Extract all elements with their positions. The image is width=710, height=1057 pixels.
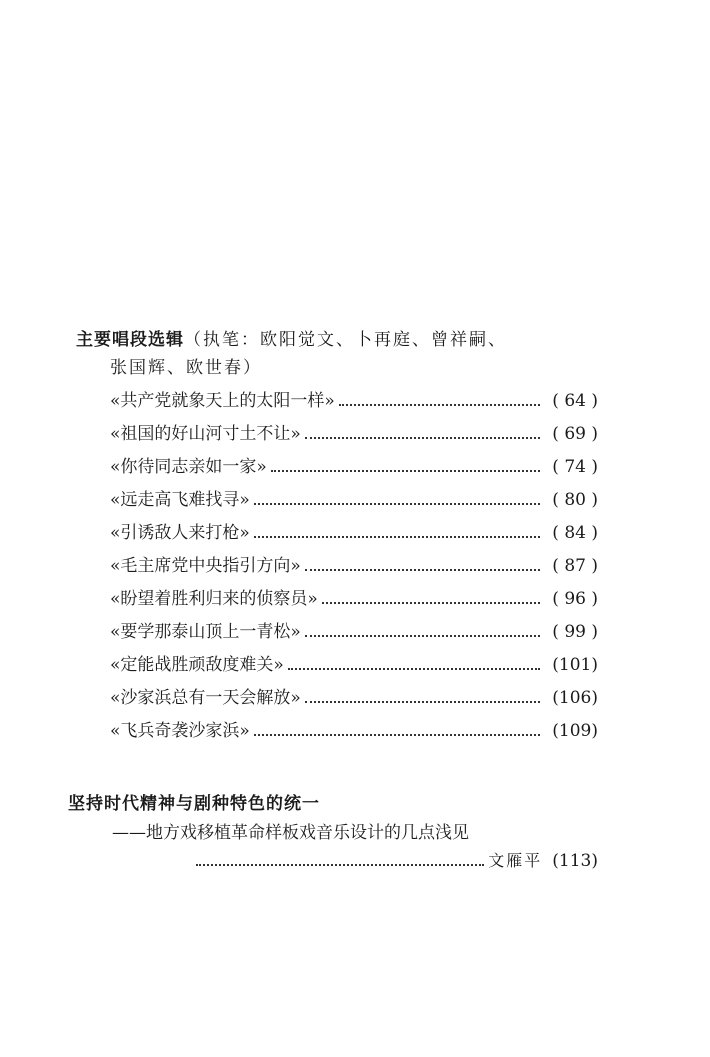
- toc-entry-page: ( 64 ): [552, 391, 598, 411]
- toc-entry-page: (106): [552, 688, 598, 708]
- dot-leader: [305, 569, 540, 571]
- toc-entry-title: «你待同志亲如一家»: [110, 457, 267, 477]
- toc-entry-page: ( 99 ): [552, 622, 598, 642]
- toc-entry[interactable]: [76, 419, 616, 452]
- toc-entry[interactable]: [76, 518, 616, 551]
- dot-leader: [305, 437, 540, 439]
- dot-leader: [305, 635, 540, 637]
- section-credits-continued: 张国辉、欧世春）: [110, 358, 262, 378]
- toc-section-essay: [68, 790, 616, 882]
- toc-entry[interactable]: [76, 716, 616, 749]
- toc-entry-page: ( 96 ): [552, 589, 598, 609]
- toc-entry-page: (109): [552, 721, 598, 741]
- toc-entry-page: ( 80 ): [552, 490, 598, 510]
- toc-entry-title: «引诱敌人来打枪»: [110, 523, 250, 543]
- toc-entry-title: «祖国的好山河寸土不让»: [110, 424, 301, 444]
- dot-leader: [254, 503, 540, 505]
- essay-subtitle: ——地方戏移植革命样板戏音乐设计的几点浅见: [112, 823, 469, 843]
- essay-page: (113): [552, 851, 598, 871]
- section-heading: [76, 326, 616, 354]
- toc-entry-page: ( 74 ): [552, 457, 598, 477]
- toc-entry-title: «沙家浜总有一天会解放»: [110, 688, 301, 708]
- toc-entry-title: «要学那泰山顶上一青松»: [110, 622, 301, 642]
- toc-entry-title: «盼望着胜利归来的侦察员»: [110, 589, 318, 609]
- dot-leader: [339, 404, 540, 406]
- section-title: 主要唱段选辑: [76, 330, 184, 350]
- toc-list: [76, 386, 616, 749]
- dot-leader: [305, 701, 540, 703]
- toc-entry-page: ( 84 ): [552, 523, 598, 543]
- essay-title[interactable]: 坚持时代精神与剧种特色的统一: [68, 794, 320, 814]
- toc-entry-title: «共产党就象天上的太阳一样»: [110, 391, 335, 411]
- toc-entry[interactable]: [76, 650, 616, 683]
- toc-entry-title: «毛主席党中央指引方向»: [110, 556, 301, 576]
- toc-entry-page: ( 87 ): [552, 556, 598, 576]
- toc-entry[interactable]: [76, 551, 616, 584]
- toc-entry[interactable]: [76, 683, 616, 716]
- toc-entry[interactable]: [76, 386, 616, 419]
- dot-leader: [288, 668, 540, 670]
- dot-leader: [196, 864, 484, 866]
- essay-entry[interactable]: [68, 848, 616, 882]
- toc-entry[interactable]: [76, 485, 616, 518]
- toc-entry-title: «远走高飞难找寻»: [110, 490, 250, 510]
- toc-entry[interactable]: [76, 617, 616, 650]
- toc-entry-title: «飞兵奇袭沙家浜»: [110, 721, 250, 741]
- toc-entry-title: «定能战胜顽敌度难关»: [110, 655, 284, 675]
- dot-leader: [254, 536, 540, 538]
- dot-leader: [322, 602, 540, 604]
- section-credits: （执笔：欧阳觉文、卜再庭、曾祥嗣、: [184, 330, 507, 350]
- toc-entry-page: (101): [552, 655, 598, 675]
- toc-entry[interactable]: [76, 452, 616, 485]
- toc-entry-page: ( 69 ): [552, 424, 598, 444]
- essay-author: 文雁平: [488, 851, 543, 870]
- dot-leader: [271, 470, 540, 472]
- dot-leader: [254, 734, 540, 736]
- toc-entry[interactable]: [76, 584, 616, 617]
- toc-section-main-arias: [76, 326, 616, 749]
